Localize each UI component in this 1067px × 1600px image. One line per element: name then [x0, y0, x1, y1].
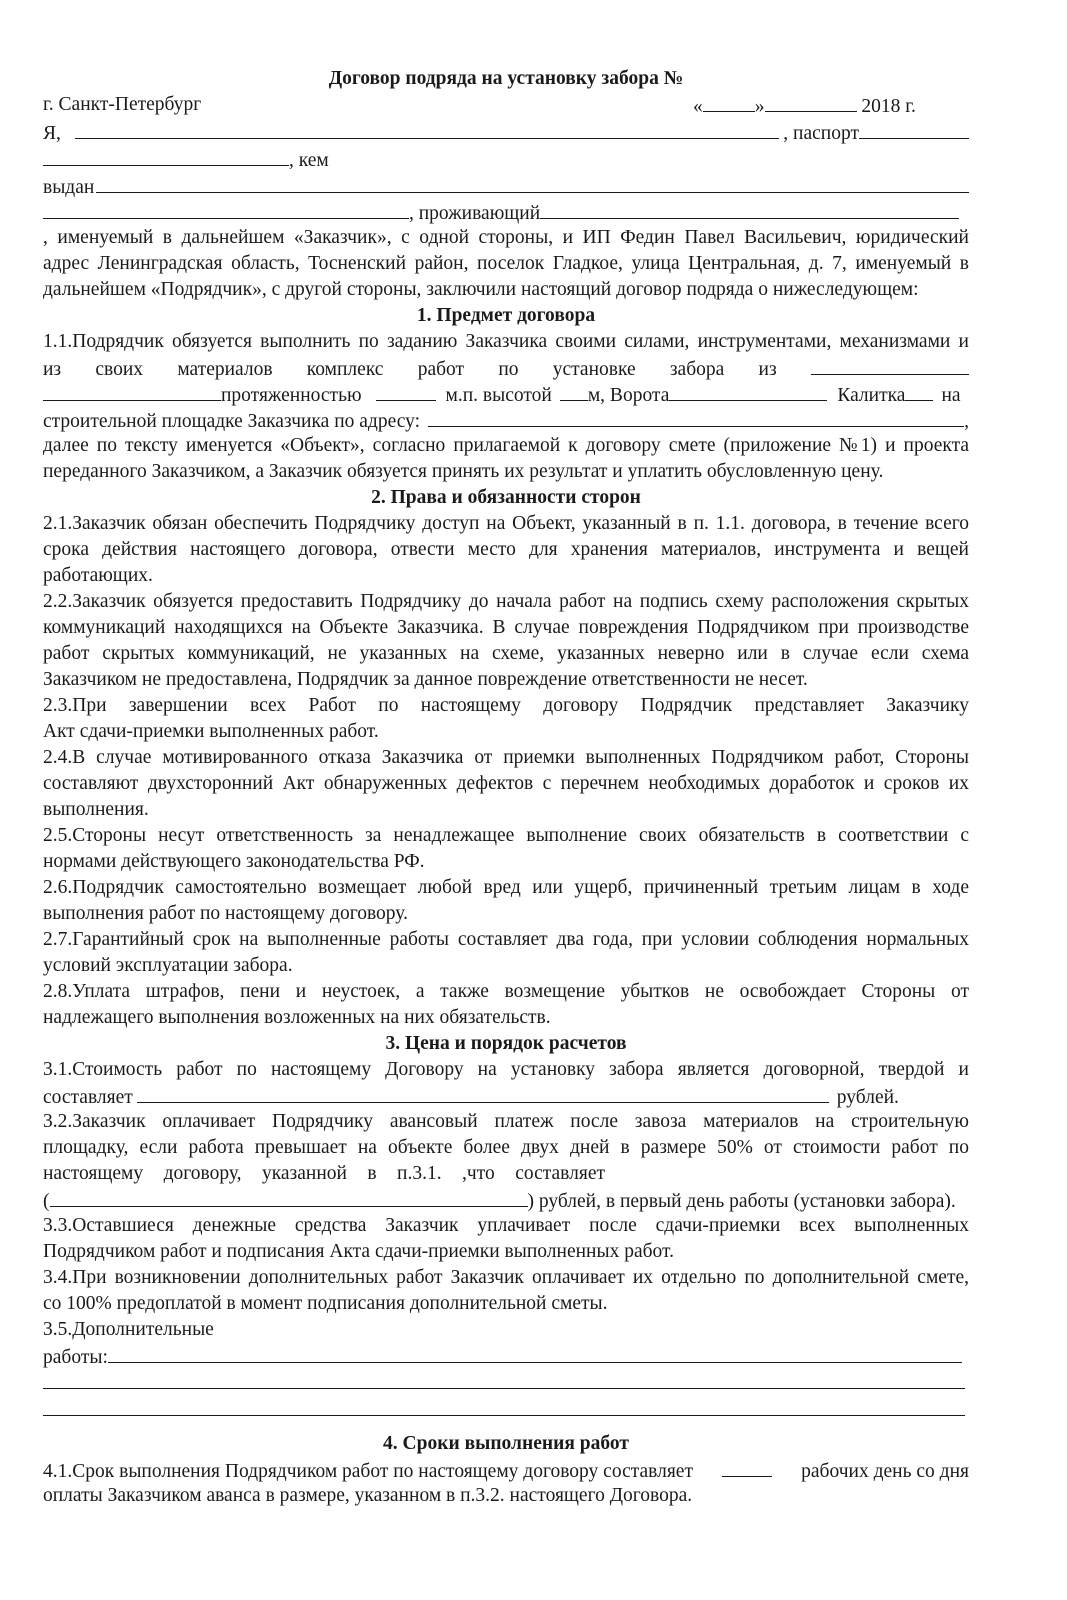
s2-line: 2.4.В случае мотивированного отказа Заказчика от приемки выполненных Подрядчиком работ, Стороны	[43, 747, 969, 768]
term-days-blank[interactable]	[722, 1457, 772, 1477]
s3-line-7: 3.3.Оставшиеся денежные средства Заказчик уплачивает после сдачи-приемки всех выполненных	[43, 1215, 969, 1236]
s3-line-2: составляет рублей.	[43, 1083, 969, 1109]
s2-line: 2.1.Заказчик обязан обеспечить Подрядчику доступ на Объект, указанный в п. 1.1. договора, в течение всего	[43, 513, 969, 534]
month-blank[interactable]	[765, 92, 857, 112]
s1-line-4: строительной площадке Заказчика по адресу: ,	[43, 407, 969, 433]
issued-blank[interactable]	[96, 173, 969, 193]
s2-line: срока действия настоящего договора, отвести место для хранения материалов, инструмента и вещей	[43, 539, 969, 560]
s3-line-8: Подрядчиком работ и подписания Акта сдачи-приемки выполненных работ.	[43, 1241, 674, 1262]
residence-line: , проживающий	[43, 199, 969, 225]
s3-line-3: 3.2.Заказчик оплачивает Подрядчику авансовый платеж после завоза материалов на строительную	[43, 1111, 969, 1132]
advance-amount-blank[interactable]	[50, 1187, 528, 1207]
height-blank[interactable]	[560, 381, 588, 401]
issued-line: выдан	[43, 173, 969, 199]
document-title: Договор подряда на установку забора №	[328, 68, 684, 89]
wicket-blank[interactable]	[905, 381, 933, 401]
s3-line-11: 3.5.Дополнительные	[43, 1319, 214, 1340]
s2-line: работ скрытых коммуникаций, не указанных на схеме, указанных неверно или в случае если схема	[43, 643, 969, 664]
section-3-heading: 3. Цена и порядок расчетов	[385, 1033, 627, 1054]
s2-line: 2.7.Гарантийный срок на выполненные работы составляет два года, при условии соблюдения нормальных	[43, 929, 969, 950]
price-blank[interactable]	[137, 1083, 829, 1103]
s1-line-3: протяженностью м.п. высотой м, Ворота Калитка на	[43, 381, 969, 407]
section-2-heading: 2. Права и обязанности сторон	[371, 487, 641, 508]
city: г. Санкт-Петербург	[43, 94, 202, 115]
s1-line-2: из своих материалов комплекс работ по установке забора из	[43, 355, 969, 381]
passport-number-blank[interactable]	[43, 146, 289, 166]
s2-line: 2.6.Подрядчик самостоятельно возмещает любой вред или ущерб, причиненный третьим лицам в ходе	[43, 877, 969, 898]
section-1-heading: 1. Предмет договора	[416, 305, 596, 326]
issued-by-line: , кем	[43, 146, 969, 172]
additional-works-blank-2[interactable]	[43, 1388, 965, 1389]
gate-blank[interactable]	[669, 381, 827, 401]
residence-blank[interactable]	[540, 199, 959, 219]
s2-line: Заказчиком не предоставлена, Подрядчик за данное повреждение ответственности не несет.	[43, 669, 808, 690]
city-date-line	[43, 92, 969, 118]
s2-line: выполнения.	[43, 799, 149, 820]
length-blank[interactable]	[376, 381, 436, 401]
additional-works-blank-3[interactable]	[43, 1415, 965, 1416]
s3-line-6: ( ) рублей, в первый день работы (установки забора).	[43, 1187, 969, 1213]
s2-line: надлежащего выполнения возложенных на них обязательств.	[43, 1007, 551, 1028]
s1-line-6: переданного Заказчиком, а Заказчик обязуется принять их результат и уплатить обусловленную цену.	[43, 461, 884, 482]
fence-material-blank-2[interactable]	[43, 381, 221, 401]
s2-line: Акт сдачи-приемки выполненных работ.	[43, 721, 379, 742]
s3-line-9: 3.4.При возникновении дополнительных работ Заказчик оплачивает их отдельно по дополнительной смете,	[43, 1267, 969, 1288]
s4-line-1: 4.1.Срок выполнения Подрядчиком работ по настоящему договору составляет рабочих день со дня	[43, 1457, 969, 1483]
s4-line-2: оплаты Заказчиком аванса в размере, указанном в п.3.2. настоящего Договора.	[43, 1485, 693, 1506]
s3-line-5: настоящему договору, указанной в п.3.1. ,что составляет	[43, 1163, 605, 1184]
year: 2018 г.	[861, 96, 916, 117]
issued-continue-blank[interactable]	[43, 199, 409, 219]
party-text-2: адрес Ленинградская область, Тосненский район, поселок Гладкое, улица Центральная, д. 7, именуемый в	[43, 253, 969, 274]
s2-line: составляют двухсторонний Акт обнаруженных дефектов с перечнем необходимых доработок и сроков их	[43, 773, 969, 794]
s3-line-4: площадку, если работа превышает на объекте более двух дней в размере 50% от стоимости работ по	[43, 1137, 969, 1158]
client-name-blank[interactable]	[75, 119, 779, 139]
s2-line: 2.8.Уплата штрафов, пени и неустоек, а также возмещение убытков не освобождает Стороны от	[43, 981, 969, 1002]
s3-line-1: 3.1.Стоимость работ по настоящему Договору на установку забора является договорной, твердой и	[43, 1059, 969, 1080]
fence-material-blank[interactable]	[811, 355, 969, 375]
s2-line: нормами действующего законодательства РФ.	[43, 851, 425, 872]
s3-line-10: со 100% предоплатой в момент подписания дополнительной сметы.	[43, 1293, 608, 1314]
day-blank[interactable]	[703, 92, 755, 112]
section-4-heading: 4. Сроки выполнения работ	[383, 1433, 629, 1454]
s2-line: 2.2.Заказчик обязуется предоставить Подрядчику до начала работ на подпись схему расположения скрытых	[43, 591, 969, 612]
s3-line-12: работы:	[43, 1343, 969, 1369]
s2-line: условий эксплуатации забора.	[43, 955, 293, 976]
s1-line-1: 1.1.Подрядчик обязуется выполнить по заданию Заказчика своими силами, инструментами, механизмами и	[43, 331, 969, 352]
date-field: « » 2018 г.	[693, 92, 916, 118]
s2-line: выполнения работ по настоящему договору.	[43, 903, 408, 924]
party-text-1: , именуемый в дальнейшем «Заказчик», с одной стороны, и ИП Федин Павел Васильевич, юридический	[43, 227, 969, 248]
s1-line-5: далее по тексту именуется «Объект», согласно прилагаемой к договору смете (приложение №1) и проекта	[43, 435, 969, 456]
client-name-line: Я, , паспорт	[43, 119, 969, 145]
site-address-blank[interactable]	[428, 407, 964, 427]
passport-blank[interactable]	[859, 119, 969, 139]
s2-line: коммуникаций находящихся на Объекте Заказчика. В случае повреждения Подрядчиком при производстве	[43, 617, 969, 638]
additional-works-blank[interactable]	[108, 1343, 962, 1363]
s2-line: 2.5.Стороны несут ответственность за ненадлежащее выполнение своих обязательств в соответствии с	[43, 825, 969, 846]
s2-line: 2.3.При завершении всех Работ по настоящему договору Подрядчик представляет Заказчику	[43, 695, 969, 716]
s2-line: работающих.	[43, 565, 153, 586]
party-text-3: дальнейшем «Подрядчик», с другой стороны, заключили настоящий договор подряда о нижеследующем:	[43, 279, 919, 300]
